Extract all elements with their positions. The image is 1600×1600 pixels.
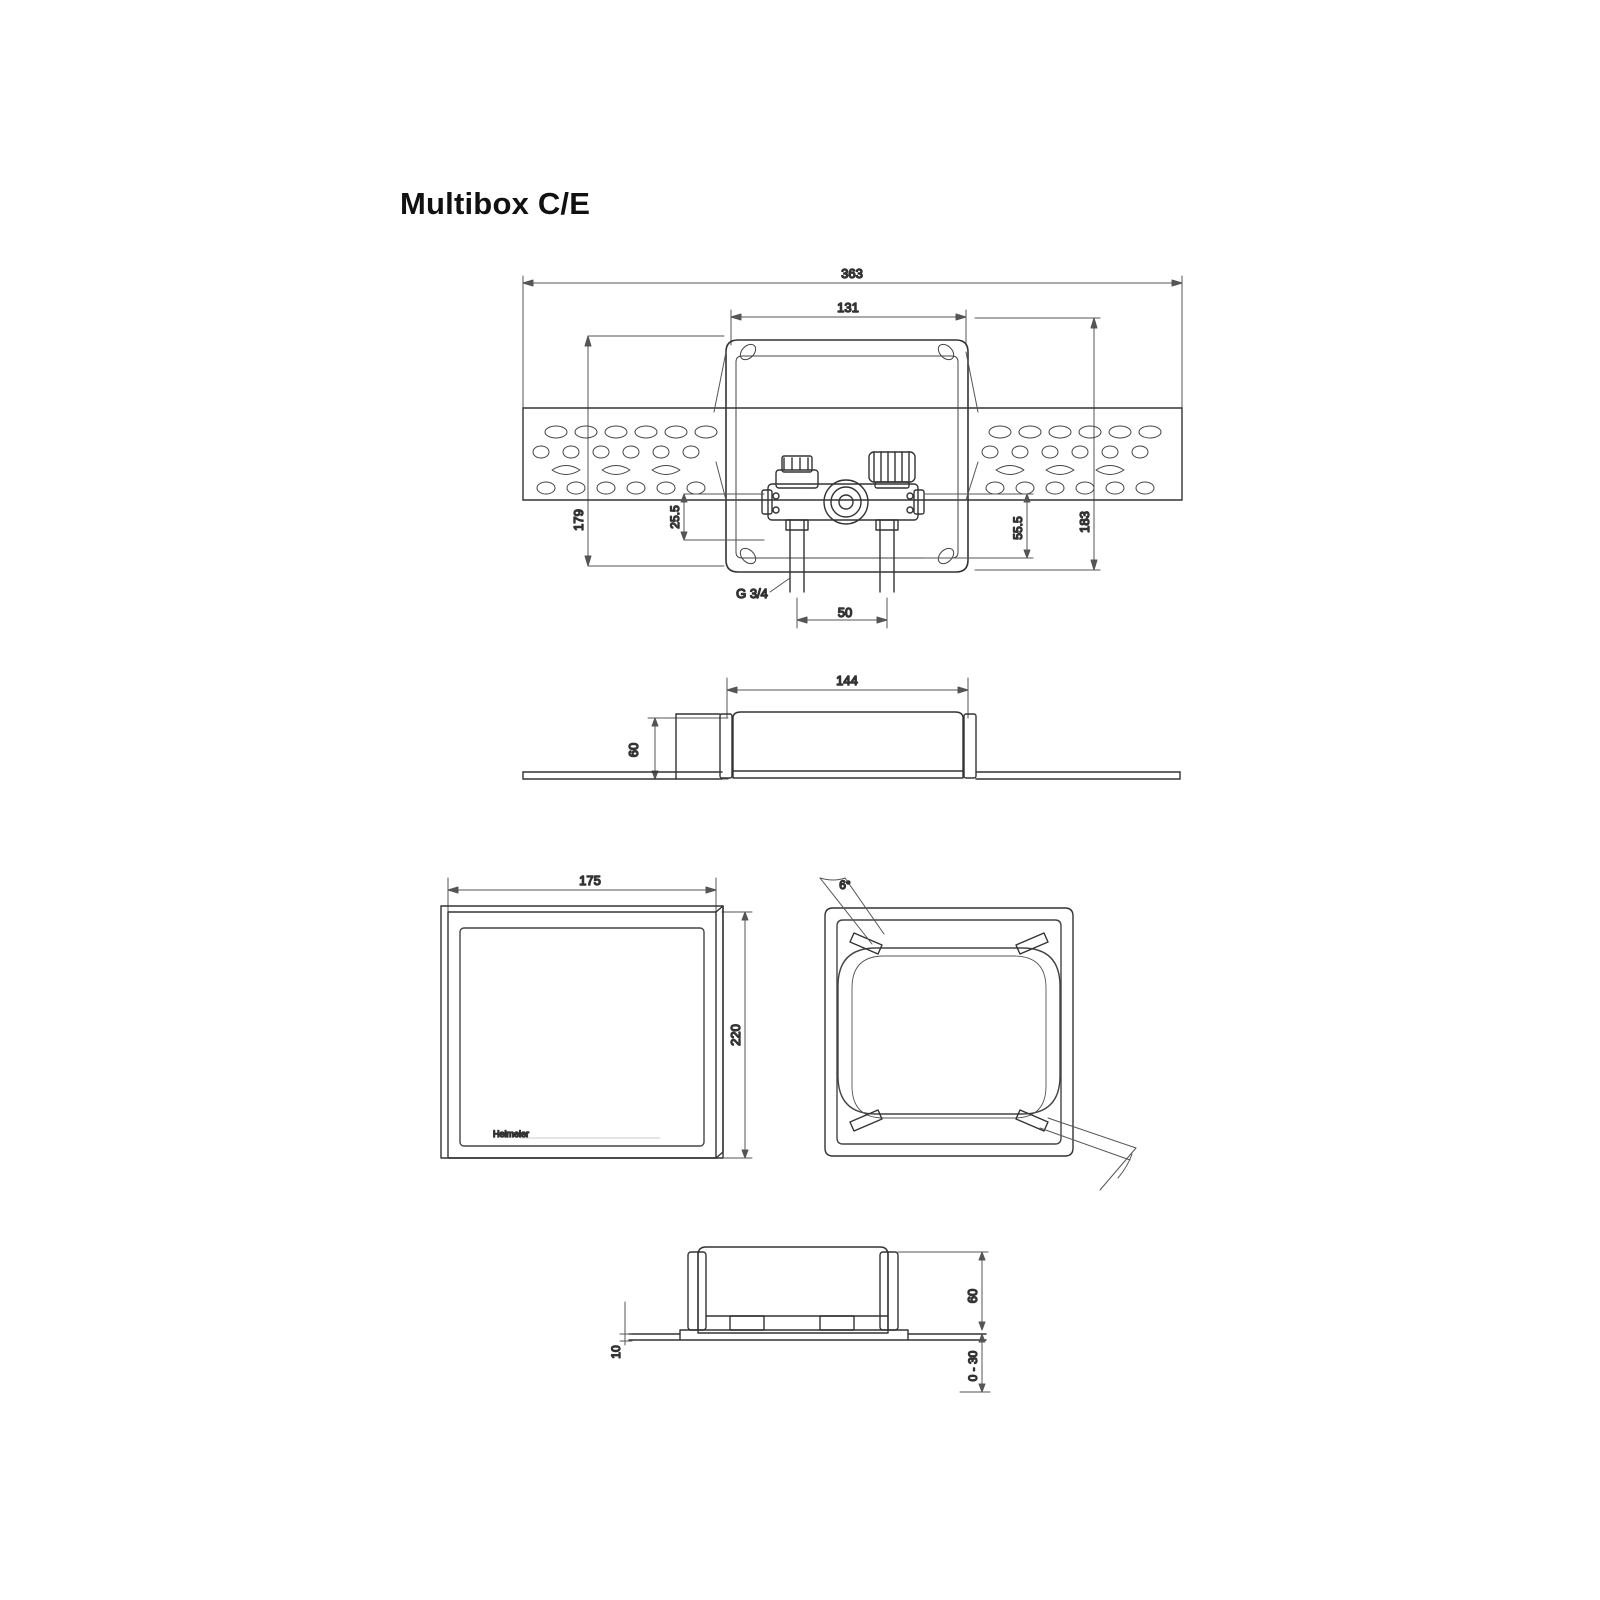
side-section-view xyxy=(523,673,1180,779)
page-title: Multibox C/E xyxy=(400,186,591,221)
mounting-frame-view xyxy=(820,878,1136,1190)
brand-mark: Heimeier xyxy=(493,1129,530,1139)
dim-363-label: 363 xyxy=(841,266,863,281)
dim-220-label: 220 xyxy=(728,1024,743,1046)
dim-179-label: 179 xyxy=(571,509,586,531)
cover-plate-view xyxy=(441,873,752,1158)
front-elevation-view xyxy=(523,266,1182,628)
dim-55-5-label: 55.5 xyxy=(1011,516,1025,540)
bottom-section-view xyxy=(609,1247,990,1392)
note-g34-label: G 3/4 xyxy=(736,586,768,601)
dim-25-5-label: 25.5 xyxy=(668,505,682,529)
dim-131-label: 131 xyxy=(837,300,859,315)
angle-6-top-label: 6° xyxy=(839,878,851,892)
dim-60-side-label: 60 xyxy=(626,742,641,758)
dim-10-label: 10 xyxy=(609,1345,623,1359)
dim-50-label: 50 xyxy=(837,605,853,620)
dim-175-label: 175 xyxy=(579,873,601,888)
dim-0-30-label: 0 - 30 xyxy=(966,1350,980,1382)
dim-60-bottom-label: 60 xyxy=(965,1288,980,1304)
dim-183-label: 183 xyxy=(1077,511,1092,533)
dim-144-label: 144 xyxy=(836,673,858,688)
